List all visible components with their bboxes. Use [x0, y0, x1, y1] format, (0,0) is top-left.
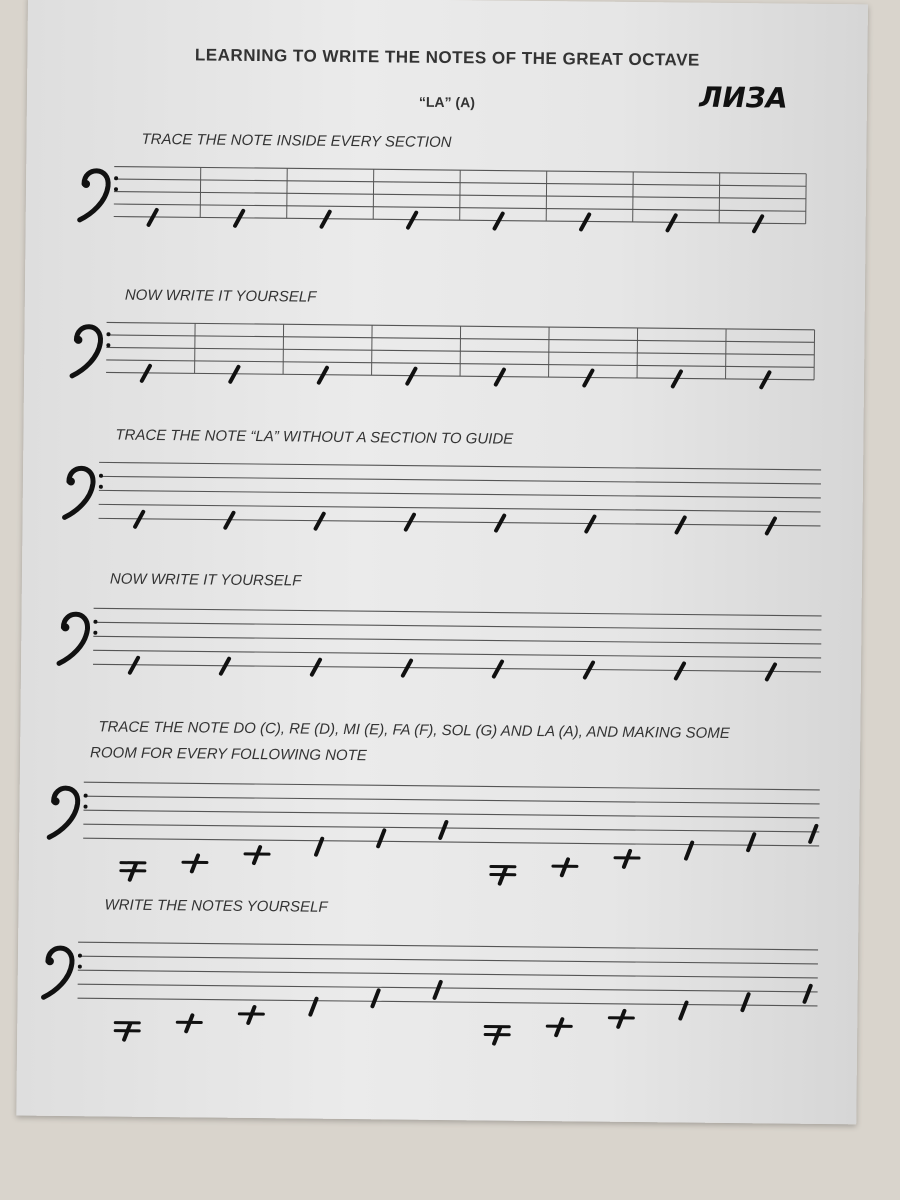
instruction-6: WRITE THE NOTES YOURSELF: [104, 896, 328, 916]
staff-line: [78, 984, 818, 992]
section-barline: [372, 325, 373, 375]
bass-clef-dot-upper: [114, 176, 118, 180]
staff-line: [93, 636, 821, 644]
section-barline: [549, 327, 550, 377]
bass-clef-dot-upper: [78, 954, 82, 958]
bass-clef-dot-lower: [99, 485, 103, 489]
handwritten-note: [372, 990, 378, 1006]
worksheet-title: LEARNING TO WRITE THE NOTES OF THE GREAT OCTAVE: [194, 45, 700, 70]
section-barline: [814, 330, 815, 380]
section-barline: [726, 329, 727, 379]
bass-clef-dot-lower: [93, 631, 97, 635]
handwritten-note: [435, 982, 441, 998]
section-barline: [633, 172, 634, 222]
instruction-5-line2: ROOM FOR EVERY FOLLOWING NOTE: [90, 744, 367, 765]
bass-clef-dot-upper: [93, 620, 97, 624]
staff-line: [99, 518, 821, 526]
worksheet-page: [16, 0, 868, 1124]
section-barline: [373, 169, 374, 219]
bass-clef-icon: [49, 788, 78, 838]
handwritten-note: [378, 830, 384, 846]
student-name-handwritten: ЛИЗА: [695, 80, 791, 115]
staff-line: [99, 476, 821, 484]
section-barline: [200, 167, 201, 217]
bass-clef-dot-lower: [114, 187, 118, 191]
instruction-3: TRACE THE NOTE “LA” WITHOUT A SECTION TO GUIDE: [115, 426, 514, 448]
worksheet-subtitle: “LA” (A): [418, 93, 476, 111]
instruction-2: NOW WRITE IT YOURSELF: [124, 286, 317, 306]
bass-clef-icon: [72, 327, 101, 377]
bass-clef-dot-upper: [84, 794, 88, 798]
bass-clef-icon: [80, 171, 109, 221]
staff-line: [84, 796, 820, 804]
section-barline: [287, 168, 288, 218]
staff-line: [94, 608, 822, 616]
bass-clef-dot-lower: [106, 343, 110, 347]
instruction-4: NOW WRITE IT YOURSELF: [109, 570, 302, 590]
staff-line: [93, 664, 821, 672]
staff-line: [83, 838, 819, 846]
bass-clef-dot-lower: [84, 805, 88, 809]
instruction-5: TRACE THE NOTE DO (C), RE (D), MI (E), FA (F), SOL (G) AND LA (A), AND MAKING SOME: [98, 718, 730, 742]
section-barline: [546, 171, 547, 221]
staff-line: [78, 942, 818, 950]
staff-line: [99, 490, 821, 498]
bass-clef-icon: [59, 614, 88, 664]
staff-line: [93, 622, 821, 630]
section-barline: [637, 328, 638, 378]
section-barline: [460, 326, 461, 376]
staff-line: [83, 810, 819, 818]
staff-line: [78, 998, 818, 1006]
section-barline: [195, 323, 196, 373]
staff-line: [99, 504, 821, 512]
handwritten-note: [748, 834, 754, 850]
bass-clef-dot-upper: [99, 474, 103, 478]
bass-clef-icon: [65, 468, 94, 518]
bass-clef-icon: [44, 948, 73, 998]
section-barline: [719, 173, 720, 223]
staff-line: [78, 956, 818, 964]
staff-line: [78, 970, 818, 978]
handwritten-note: [805, 986, 811, 1002]
section-barline: [460, 170, 461, 220]
staff-line: [84, 782, 820, 790]
instruction-1: TRACE THE NOTE INSIDE EVERY SECTION: [141, 130, 452, 152]
staves-drawing: [16, 0, 868, 1124]
section-barline: [806, 174, 807, 224]
bass-clef-dot-upper: [106, 332, 110, 336]
staff-line: [99, 462, 821, 470]
handwritten-note: [742, 994, 748, 1010]
staff-line: [93, 650, 821, 658]
section-barline: [283, 324, 284, 374]
handwritten-note: [810, 826, 816, 842]
handwritten-note: [440, 822, 446, 838]
bass-clef-dot-lower: [78, 965, 82, 969]
staff-line: [83, 824, 819, 832]
